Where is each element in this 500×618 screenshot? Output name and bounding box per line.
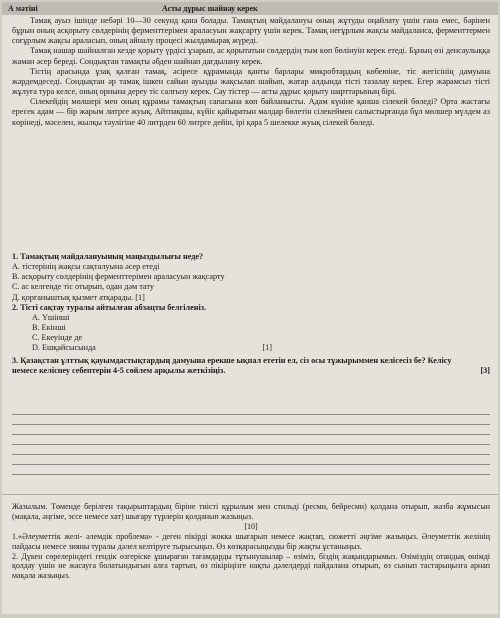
question-2: 2. Тісті сақтау туралы айтылған абзацты белгіленіз.: [12, 302, 207, 312]
header-label: А мәтіні: [8, 4, 38, 13]
q2-option-c: С. Екеуінде де: [32, 333, 83, 343]
answer-line: [12, 434, 490, 435]
question-3: 3. Қазақстан ұлттық қауымдастықтардың дамуына ерекше ықпал ететін ел, сіз осы тұжырыммен келісесіз бе? Келісу немесе келіспеу себептерін 4-5 сөйлем арқылы жеткізіңіз.: [12, 355, 452, 375]
paragraph-1: Тамақ ауыз ішінде небәрі 10—30 секунд қана болады. Тамақтың майдалануы оның жұтуды оңайлату үшін ғана емес, бәрінен бұрын оның асқорыту сөлдерінің ферменттерімен араласуын жақсарту үшін керек. Тамақ неғұрлым жақсы майдаланса, ферменттермен соғұрлым жақсы араласып, оның айналу процесі жылдамырақ жүреді.: [12, 16, 490, 46]
questions-block: [12, 252, 490, 376]
answer-line: [12, 464, 490, 465]
q2-option-b: В. Екінші: [32, 323, 66, 333]
worksheet-page: [2, 2, 498, 614]
q1-option-b: В. асқорыту сөлдерінің ферменттерімен араласуын жақсарту: [12, 272, 225, 282]
answer-line: [12, 474, 490, 475]
paragraph-4: Сілекейдің мөлшері мен оның құрамы тамақтың сапасына көп байланысты. Адам күніне қанша сілекей бөледі? Орта жастағы ересек адам — бір жарым литрге жуық. Айтпақшы, күйіс қайыратын малдар бөлетін сілекеймен салыстырғанда бұл мөлшер мүлдем аз көрінеді, мәселен, жылқы тәулігіне 40 литрден 60 литрге дейін, ірі қара 5 шелекке жуық сілекей бөледі.: [12, 97, 490, 127]
q1-option-a: А. тістерінің жақсы сақталуына әсер етеді: [12, 262, 160, 272]
q1-option-d: Д. қорғаныштық қызмет атқарады. [1]: [12, 292, 145, 302]
question-1: 1. Тамақтың майдалануының маңыздылығы неде?: [12, 252, 204, 261]
page-header: [2, 2, 498, 15]
question-3-row: [12, 356, 490, 376]
q2-option-d: D. Ешқайсысында: [32, 343, 96, 353]
answer-line: [12, 454, 490, 455]
q3-mark: [3]: [480, 365, 490, 375]
q2-option-d-row: [12, 343, 490, 353]
q2-option-a: А. Үшінші: [32, 312, 70, 322]
writing-mark: [10]: [244, 521, 258, 531]
writing-topic-2: 2. Дүкен сөрелеріндегі гендік өзгеріске ұшыраған тағамдарды тұтынушылар – өзіміз, біздің жақындарымыз. Өзіміздің отандық өнімді қолдау үшін не жасауға болатындығын алға тартып, өз пікіріңізге нақты дәлелдерді пайдалана отырып, өз сынып тастарыңызға арнап мақала жазыңыз.: [12, 551, 490, 581]
paragraph-2: Тамақ нашар шайналған кезде қорыту үрдісі ұзарып, ас қорытатын сөлдердің тым көп бөлінуін керек етеді. Бұның өзі денсаулыққа жаман әсер береді. Сондықтан тамақты әбден шайнап дағдылану керек.: [12, 46, 490, 66]
answer-line: [12, 444, 490, 445]
answer-line: [12, 424, 490, 425]
q1-option-c: С. ас келгенде тіс отырып, одан дәм тату: [12, 282, 154, 292]
section-divider: [2, 494, 498, 495]
header-title: Асты дұрыс шайнау керек: [162, 4, 258, 13]
answer-line: [12, 414, 490, 415]
answer-lines: [12, 414, 490, 484]
writing-topic-1: 1.«Әлеуметтік желі- әлемдік проблема» - деген пікірді жокка шығарып немесе жақтап, сюжетті әңгіме жазыңыз. Әлеуметтік желінің пайдасы немесе зияны туралы дәлел келтіруге тырысыңыз. Өз көзқарасыңызды бір жақты ұстаныңыз.: [12, 531, 490, 551]
writing-task: [12, 502, 490, 581]
q2-mark: [1]: [262, 343, 272, 353]
reading-text: [12, 16, 490, 128]
paragraph-3: Тістің арасында ұзақ қалған тамақ, әсіресе құрамында қанты барлары микробтардың көбеюіне, тіс жегісінің дамуына жәрдемдеседі. Сондықтан әр тамақ ішкен сайын ауызды жақсылап шайып, жатар алдында тісті тазалау керек. Егер жарамсыз тісті жұлуға тура келсе, оның орнына дереу тіс салғызу керек. Сау тістер — асты дұрыс қорыту шарттарының бірі.: [12, 66, 490, 97]
writing-intro: Жазылым. Төменде берілген тақырыптардың біріне тиісті құрылым мен стильді (ресми, бейресми) қолдана отырып, жазба жұмысын (мақала, әңгіме, эссе немесе хат) шығару түрлерін қолданып жазыңыз.: [12, 502, 490, 521]
